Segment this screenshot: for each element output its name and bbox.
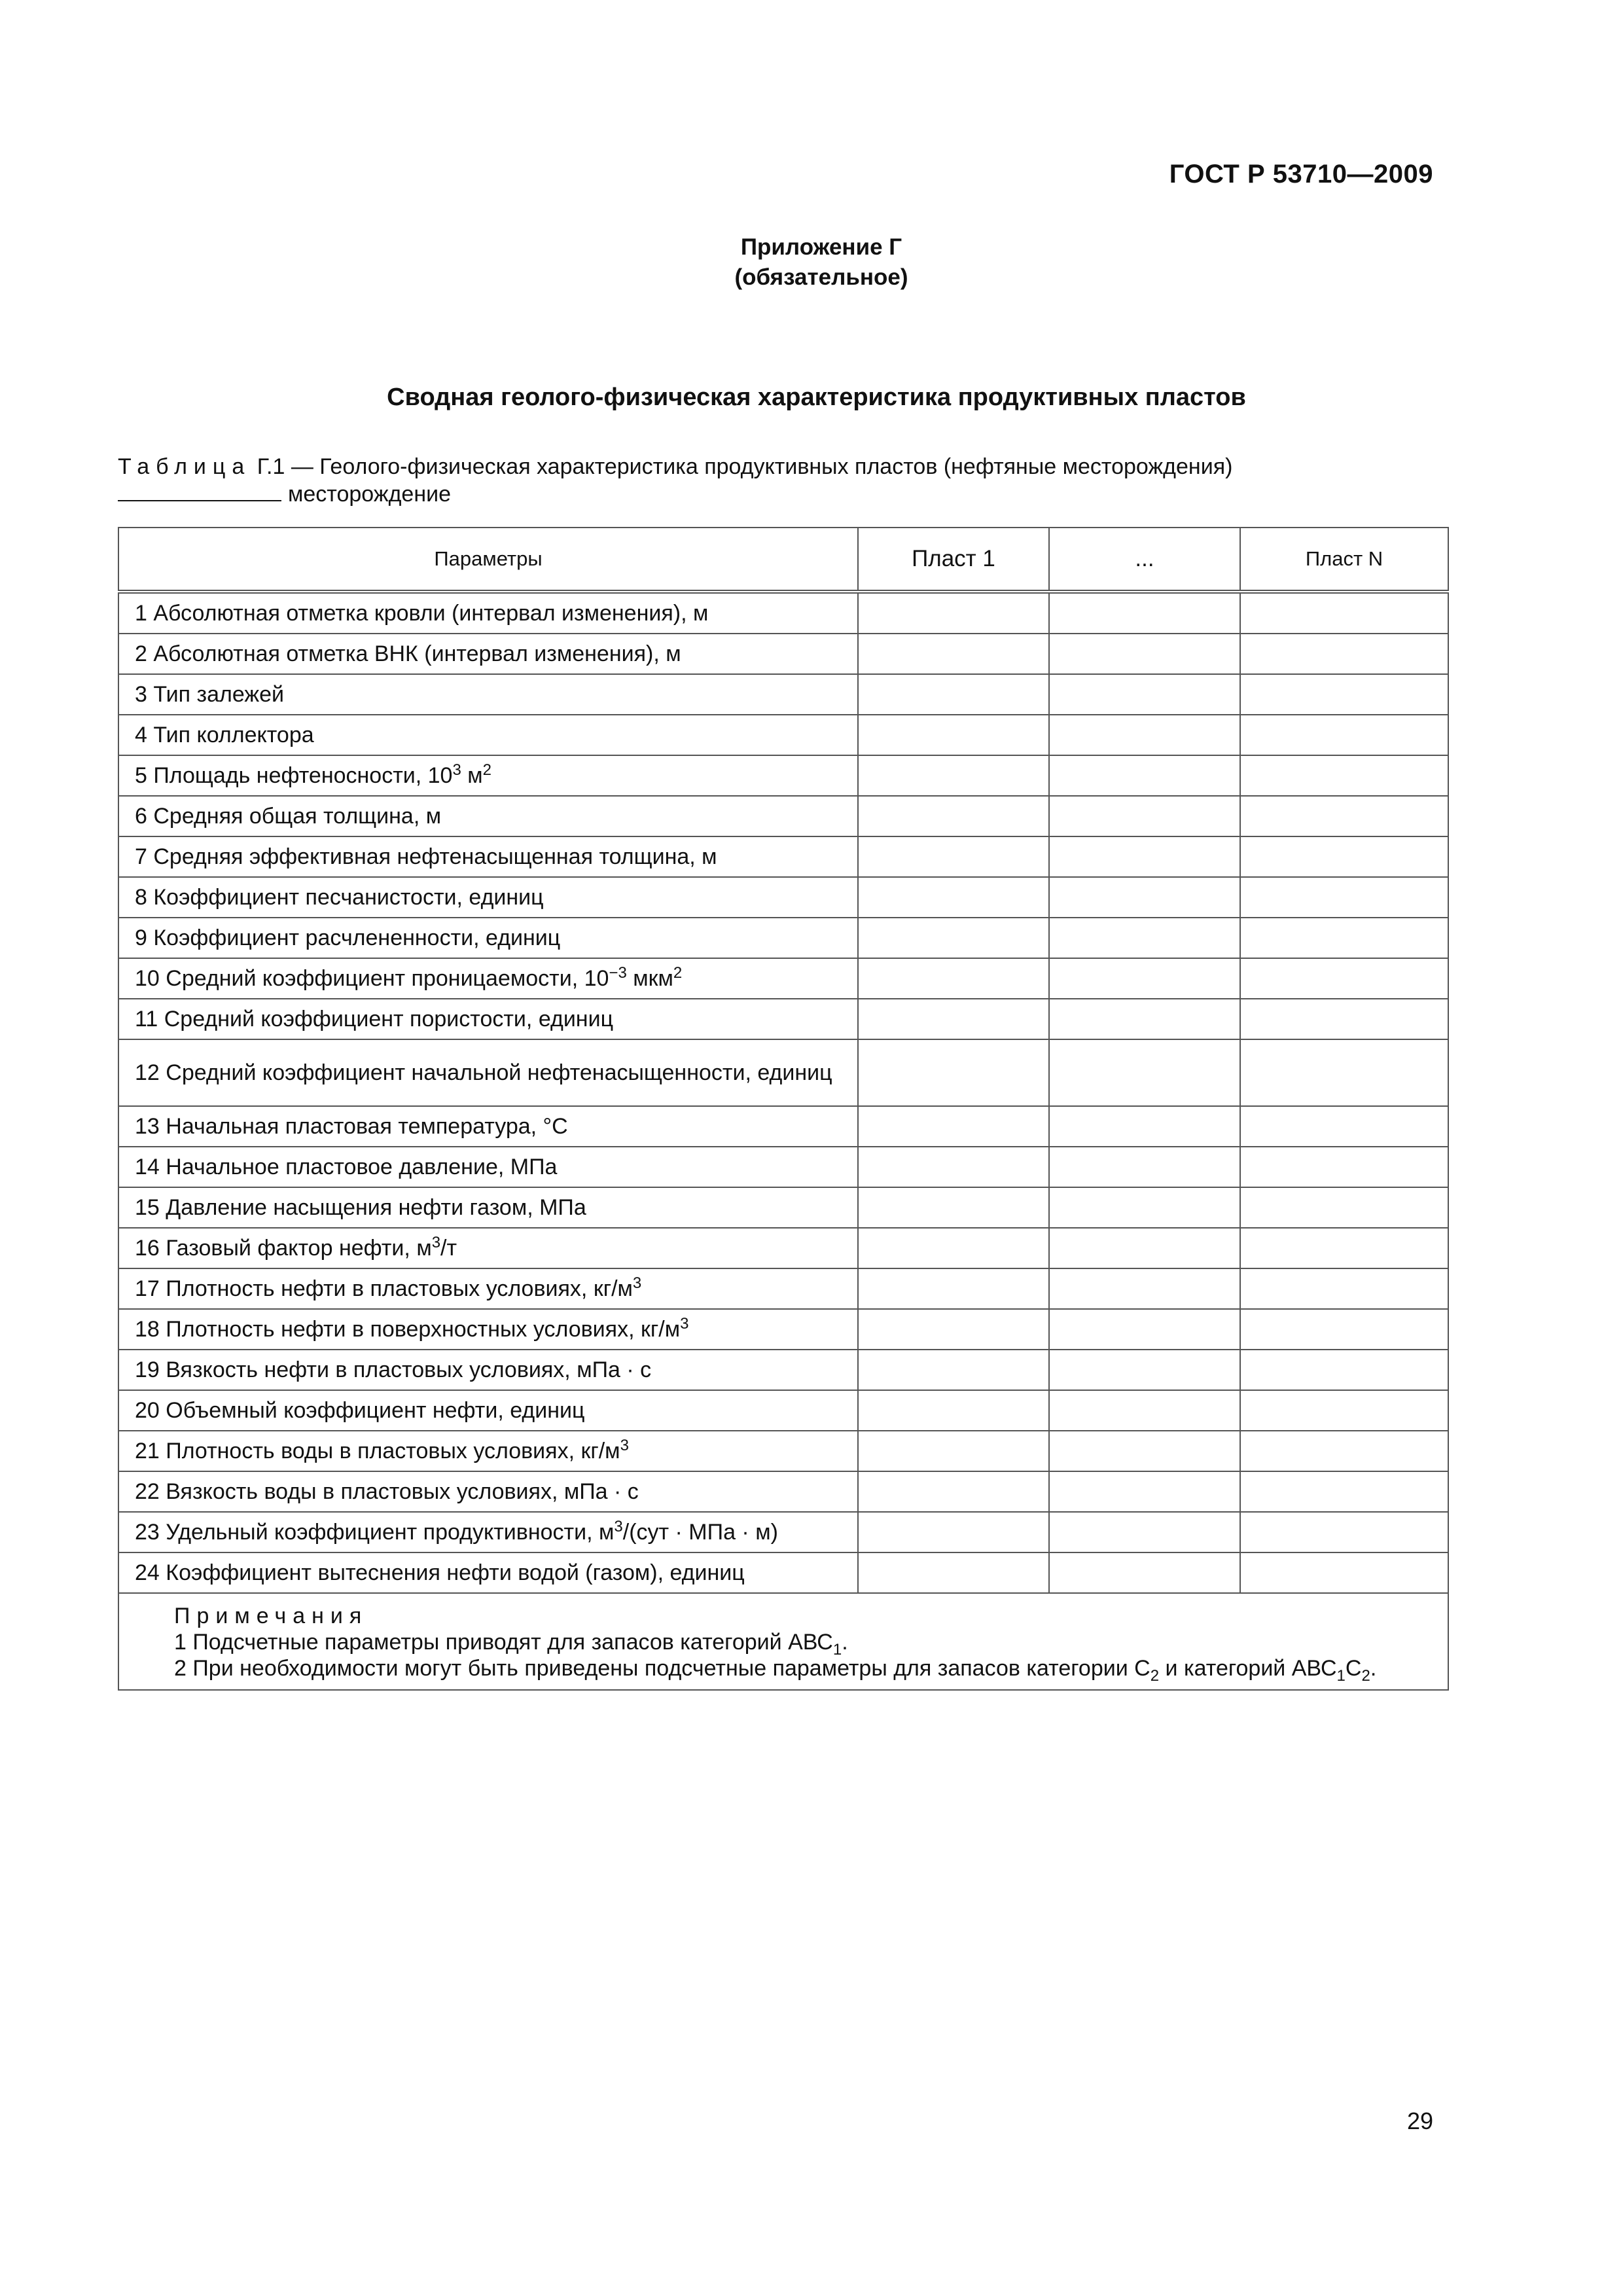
- param-label: [118, 958, 858, 999]
- param-text: 10 Средний коэффициент проницаемости, 10: [135, 966, 609, 991]
- value-cell: [1240, 1512, 1448, 1552]
- value-cell: [1240, 715, 1448, 755]
- value-cell: [1240, 796, 1448, 836]
- value-cell: [858, 796, 1049, 836]
- param-label: 11 Средний коэффициент пористости, единиц: [118, 999, 858, 1039]
- table-row: [118, 796, 1448, 836]
- table-row: [118, 999, 1448, 1039]
- note-1: [135, 1629, 1440, 1659]
- param-text: 21 Плотность воды в пластовых условиях, кг/м: [135, 1439, 620, 1463]
- param-text: 5 Площадь нефтеносности, 10: [135, 763, 453, 788]
- value-cell: [1049, 592, 1240, 634]
- value-cell: [1049, 1309, 1240, 1350]
- value-cell: [1240, 1390, 1448, 1431]
- value-cell: [1049, 999, 1240, 1039]
- value-cell: [858, 1187, 1049, 1228]
- appendix-heading: [0, 232, 1623, 293]
- note-2-end: .: [1370, 1656, 1377, 1681]
- table-row: [118, 1309, 1448, 1350]
- value-cell: [858, 755, 1049, 796]
- value-cell: [858, 674, 1049, 715]
- value-cell: [858, 958, 1049, 999]
- param-text: 16 Газовый фактор нефти, м: [135, 1236, 432, 1261]
- param-label: [118, 1512, 858, 1552]
- table-row: [118, 634, 1448, 674]
- value-cell: [1049, 877, 1240, 918]
- value-cell: [1240, 1187, 1448, 1228]
- value-cell: [1240, 674, 1448, 715]
- value-cell: [1049, 958, 1240, 999]
- param-label: 4 Тип коллектора: [118, 715, 858, 755]
- appendix-title: Приложение Г: [740, 234, 902, 260]
- note-2: [135, 1655, 1440, 1685]
- param-text: 23 Удельный коэффициент продуктивности, м: [135, 1520, 615, 1545]
- value-cell: [1049, 836, 1240, 877]
- value-cell: [858, 1039, 1049, 1106]
- value-cell: [1049, 1512, 1240, 1552]
- param-label: 12 Средний коэффициент начальной нефтенасыщенности, единиц: [118, 1039, 858, 1106]
- value-cell: [858, 634, 1049, 674]
- param-label: 14 Начальное пластовое давление, МПа: [118, 1147, 858, 1187]
- table-row: [118, 1431, 1448, 1471]
- param-label: [118, 1309, 858, 1350]
- value-cell: [1049, 1039, 1240, 1106]
- value-cell: [1240, 1147, 1448, 1187]
- value-cell: [1049, 1106, 1240, 1147]
- value-cell: [1240, 999, 1448, 1039]
- param-label: 1 Абсолютная отметка кровли (интервал изменения), м: [118, 592, 858, 634]
- value-cell: [1049, 715, 1240, 755]
- value-cell: [1240, 755, 1448, 796]
- value-cell: [858, 1390, 1049, 1431]
- param-label: 2 Абсолютная отметка ВНК (интервал изменения), м: [118, 634, 858, 674]
- value-cell: [858, 1431, 1049, 1471]
- value-cell: [1240, 1309, 1448, 1350]
- param-exponent: −3: [609, 964, 627, 982]
- param-exponent: 3: [431, 1234, 441, 1251]
- value-cell: [1240, 958, 1448, 999]
- note-2-mid2: С: [1345, 1656, 1362, 1681]
- table-row: [118, 1552, 1448, 1593]
- appendix-status: (обязательное): [734, 264, 908, 290]
- param-label: 7 Средняя эффективная нефтенасыщенная толщина, м: [118, 836, 858, 877]
- value-cell: [1240, 1471, 1448, 1512]
- param-unit: м: [461, 763, 483, 788]
- table-row: [118, 755, 1448, 796]
- value-cell: [858, 836, 1049, 877]
- table-row: [118, 1471, 1448, 1512]
- value-cell: [1240, 918, 1448, 958]
- value-cell: [1049, 796, 1240, 836]
- value-cell: [858, 1471, 1049, 1512]
- param-label: [118, 755, 858, 796]
- parameters-table: [118, 527, 1449, 1691]
- value-cell: [1240, 634, 1448, 674]
- value-cell: [1240, 1039, 1448, 1106]
- table-row: [118, 592, 1448, 634]
- param-text: 17 Плотность нефти в пластовых условиях, кг/м: [135, 1276, 633, 1301]
- param-label: [118, 1228, 858, 1268]
- value-cell: [858, 715, 1049, 755]
- value-cell: [858, 592, 1049, 634]
- table-row: [118, 1512, 1448, 1552]
- value-cell: [1049, 1471, 1240, 1512]
- table-row: [118, 836, 1448, 877]
- param-unit: /т: [440, 1236, 457, 1261]
- value-cell: [1049, 918, 1240, 958]
- value-cell: [1240, 1350, 1448, 1390]
- notes-row: [118, 1593, 1448, 1690]
- table-row: [118, 1268, 1448, 1309]
- value-cell: [1049, 1431, 1240, 1471]
- table-row: [118, 918, 1448, 958]
- param-exponent: 3: [620, 1437, 629, 1454]
- value-cell: [1240, 592, 1448, 634]
- caption-line2: [118, 480, 1453, 508]
- caption-field-label: месторождение: [288, 482, 451, 507]
- table-row: [118, 1187, 1448, 1228]
- param-unit: /(сут · МПа · м): [622, 1520, 778, 1545]
- value-cell: [1240, 1268, 1448, 1309]
- note-2-subscript: 2: [1361, 1667, 1370, 1685]
- value-cell: [858, 877, 1049, 918]
- value-cell: [858, 1512, 1049, 1552]
- field-name-blank: [118, 480, 281, 501]
- value-cell: [1049, 1228, 1240, 1268]
- param-label: 8 Коэффициент песчанистости, единиц: [118, 877, 858, 918]
- param-exponent: 3: [680, 1315, 689, 1333]
- value-cell: [1240, 836, 1448, 877]
- table-caption: [118, 453, 1453, 508]
- note-1-text: 1 Подсчетные параметры приводят для запасов категорий АВС: [174, 1630, 833, 1655]
- table-row: [118, 1350, 1448, 1390]
- standard-code: ГОСТ Р 53710—2009: [1169, 160, 1433, 188]
- value-cell: [1240, 1106, 1448, 1147]
- note-2-subscript: 1: [1336, 1667, 1346, 1685]
- value-cell: [858, 1147, 1049, 1187]
- value-cell: [1240, 1228, 1448, 1268]
- table-notes: [118, 1593, 1448, 1690]
- value-cell: [858, 1228, 1049, 1268]
- param-exponent: 3: [632, 1274, 642, 1292]
- notes-title: Примечания: [174, 1604, 368, 1628]
- caption-text: Г.1 — Геолого-физическая характеристика продуктивных пластов (нефтяные месторождения): [251, 454, 1233, 479]
- value-cell: [1049, 1268, 1240, 1309]
- header-parameters: Параметры: [118, 528, 858, 592]
- param-label: 22 Вязкость воды в пластовых условиях, мПа · с: [118, 1471, 858, 1512]
- value-cell: [1049, 755, 1240, 796]
- param-exponent: 3: [614, 1518, 623, 1535]
- param-label: 3 Тип залежей: [118, 674, 858, 715]
- page-number: 29: [1406, 2108, 1433, 2134]
- note-1-subscript: 1: [832, 1641, 842, 1659]
- table-header-row: [118, 528, 1448, 592]
- param-label: 24 Коэффициент вытеснения нефти водой (газом), единиц: [118, 1552, 858, 1593]
- value-cell: [1049, 634, 1240, 674]
- table-row: [118, 1106, 1448, 1147]
- param-label: 19 Вязкость нефти в пластовых условиях, мПа · с: [118, 1350, 858, 1390]
- value-cell: [1240, 877, 1448, 918]
- value-cell: [1240, 1552, 1448, 1593]
- table-row: [118, 674, 1448, 715]
- param-label: 6 Средняя общая толщина, м: [118, 796, 858, 836]
- header-layer-1: Пласт 1: [858, 528, 1049, 592]
- note-1-end: .: [842, 1630, 848, 1655]
- value-cell: [1049, 1552, 1240, 1593]
- param-label: [118, 1268, 858, 1309]
- param-exponent: 2: [482, 761, 492, 779]
- value-cell: [1049, 1147, 1240, 1187]
- caption-prefix: Таблица: [118, 454, 251, 479]
- table-row: [118, 1228, 1448, 1268]
- param-exponent: 2: [673, 964, 683, 982]
- value-cell: [858, 1106, 1049, 1147]
- value-cell: [1049, 1350, 1240, 1390]
- table-row: [118, 1039, 1448, 1106]
- param-label: 15 Давление насыщения нефти газом, МПа: [118, 1187, 858, 1228]
- value-cell: [1049, 674, 1240, 715]
- param-label: [118, 1431, 858, 1471]
- header-ellipsis: ...: [1049, 528, 1240, 592]
- value-cell: [858, 1268, 1049, 1309]
- table-row: [118, 877, 1448, 918]
- document-title: Сводная геолого-физическая характеристика продуктивных пластов: [387, 384, 1246, 411]
- note-2-mid: и категорий АВС: [1159, 1656, 1337, 1681]
- table-row: [118, 1390, 1448, 1431]
- table-row: [118, 958, 1448, 999]
- value-cell: [858, 1552, 1049, 1593]
- value-cell: [858, 999, 1049, 1039]
- note-2-subscript: 2: [1150, 1667, 1160, 1685]
- value-cell: [1049, 1187, 1240, 1228]
- value-cell: [858, 1350, 1049, 1390]
- param-text: 18 Плотность нефти в поверхностных условиях, кг/м: [135, 1317, 681, 1342]
- param-label: 9 Коэффициент расчлененности, единиц: [118, 918, 858, 958]
- value-cell: [1049, 1390, 1240, 1431]
- value-cell: [1240, 1431, 1448, 1471]
- value-cell: [858, 918, 1049, 958]
- table-row: [118, 1147, 1448, 1187]
- table-row: [118, 715, 1448, 755]
- header-layer-n: Пласт N: [1240, 528, 1448, 592]
- param-label: 20 Объемный коэффициент нефти, единиц: [118, 1390, 858, 1431]
- value-cell: [858, 1309, 1049, 1350]
- param-exponent: 3: [452, 761, 461, 779]
- param-unit: мкм: [626, 966, 673, 991]
- note-2-text: 2 При необходимости могут быть приведены подсчетные параметры для запасов категории С: [174, 1656, 1150, 1681]
- param-label: 13 Начальная пластовая температура, °С: [118, 1106, 858, 1147]
